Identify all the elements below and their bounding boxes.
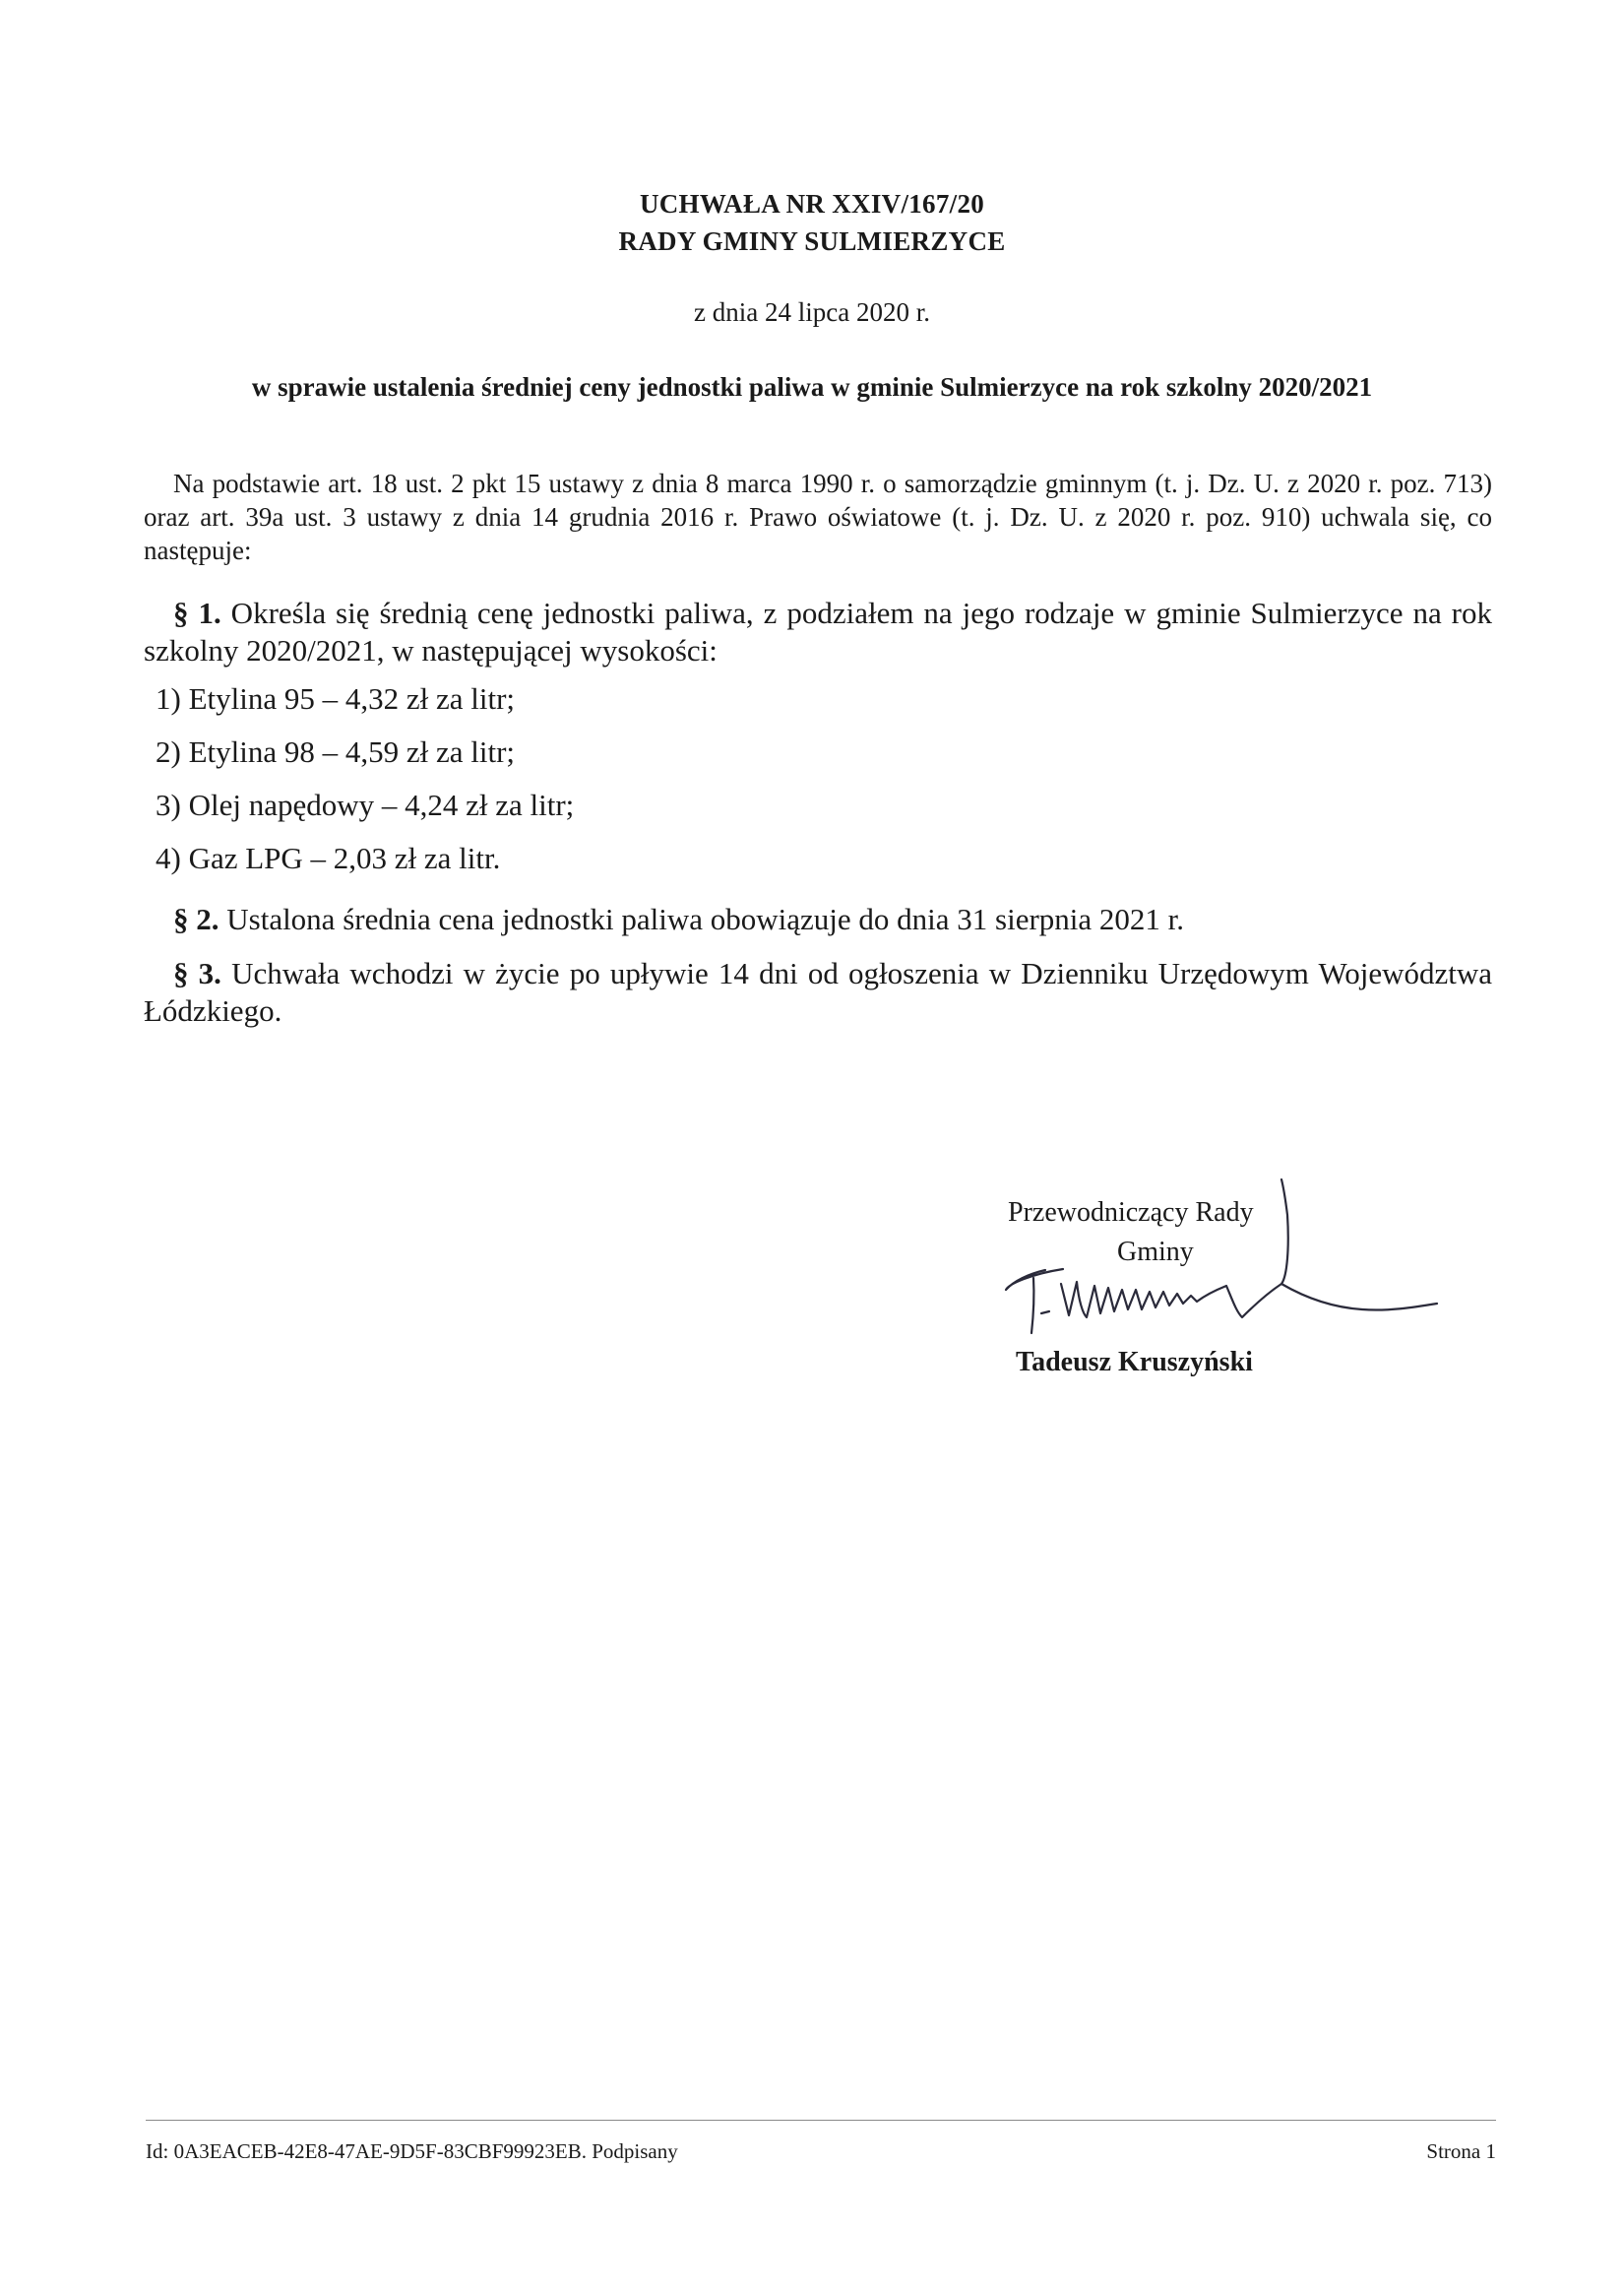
paragraph-text: Ustalona średnia cena jednostki paliwa obowiązuje do dnia 31 sierpnia 2021 r.: [219, 902, 1185, 936]
resolution-number: UCHWAŁA NR XXIV/167/20: [639, 189, 985, 219]
paragraph-1: [144, 595, 1492, 669]
council-name: RADY GMINY SULMIERZYCE: [618, 226, 1006, 256]
legal-basis: [144, 467, 1492, 567]
list-item: 1) Etylina 95 – 4,32 zł za litr;: [156, 681, 516, 716]
paragraph-2: [144, 901, 1492, 938]
fuel-price-list: [156, 680, 574, 893]
paragraph-text: Uchwała wchodzi w życie po upływie 14 dni od ogłoszenia w Dzienniku Urzędowym Województwa Łódzkiego.: [144, 956, 1492, 1028]
resolution-date: z dnia 24 lipca 2020 r.: [694, 297, 930, 327]
list-item: 4) Gaz LPG – 2,03 zł za litr.: [156, 841, 501, 875]
page-number: Strona 1: [1426, 2139, 1496, 2163]
footer-divider: [146, 2120, 1496, 2121]
paragraph-mark: § 3.: [173, 956, 221, 990]
resolution-subject: w sprawie ustalenia średniej ceny jednostki paliwa w gminie Sulmierzyce na rok szkolny 2020/2021: [251, 372, 1373, 402]
handwritten-signature: [974, 1168, 1467, 1355]
resolution-title: [0, 185, 1624, 260]
list-item: 3) Olej napędowy – 4,24 zł za litr;: [156, 788, 575, 822]
document-id: Id: 0A3EACEB-42E8-47AE-9D5F-83CBF99923EB. Podpisany: [146, 2139, 678, 2163]
signatory-role-cont: Gminy: [1117, 1237, 1194, 1267]
list-item: 2) Etylina 98 – 4,59 zł za litr;: [156, 734, 516, 769]
paragraph-mark: § 1.: [173, 596, 221, 630]
signatory-role: Przewodniczący Rady: [1008, 1197, 1254, 1228]
signatory-name: Tadeusz Kruszyński: [1016, 1347, 1253, 1377]
paragraph-mark: § 2.: [173, 902, 219, 936]
paragraph-text: Określa się średnią cenę jednostki paliwa, z podziałem na jego rodzaje w gminie Sulmierzyce na rok szkolny 2020/2021, w następującej wysokości:: [144, 596, 1492, 668]
paragraph-3: [144, 955, 1492, 1030]
legal-basis-text: Na podstawie art. 18 ust. 2 pkt 15 ustawy z dnia 8 marca 1990 r. o samorządzie gminnym (t. j. Dz. U. z 2020 r. poz. 713) oraz art. 39a ust. 3 ustawy z dnia 14 grudnia 2016 r. Prawo oświatowe (t. j. Dz. U. z 2020 r. poz. 910) uchwala się, co następuje:: [144, 469, 1492, 565]
